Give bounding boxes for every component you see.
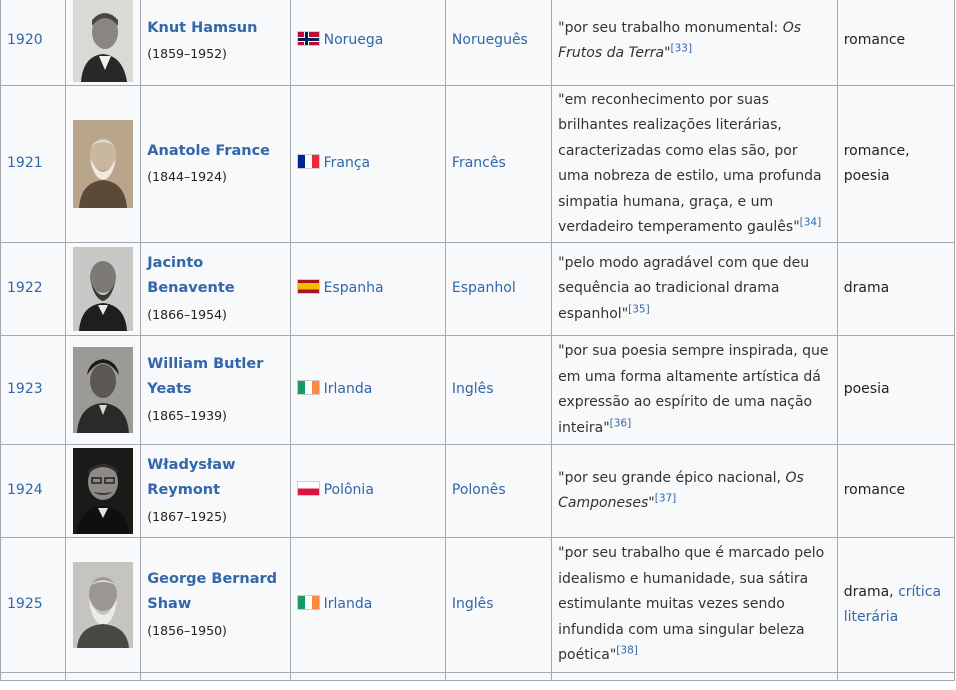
name-cell (141, 243, 290, 336)
language-cell (445, 336, 551, 445)
norway-flag-icon (297, 31, 320, 46)
lifespan-text: (1865–1939) (147, 407, 227, 423)
motive-cell (552, 0, 838, 86)
ireland-flag-icon (297, 380, 320, 395)
portrait-photo[interactable] (73, 562, 133, 648)
motive-text: "por seu grande épico nacional, (558, 469, 786, 486)
portrait-photo[interactable] (73, 448, 133, 534)
country-link[interactable]: Irlanda (323, 381, 373, 398)
reference-link[interactable]: [33] (670, 42, 693, 55)
name-cell (141, 445, 290, 538)
language-cell (445, 673, 551, 681)
genre-text: drama, (843, 583, 899, 600)
photo-cell (66, 86, 141, 243)
genre-text: poesia (843, 381, 890, 398)
country-link[interactable]: França (323, 155, 371, 172)
country-link[interactable]: Polônia (323, 482, 374, 499)
country-cell (290, 0, 445, 86)
motive-cell (552, 673, 838, 681)
photo-cell (66, 243, 141, 336)
laureate-name-link[interactable]: Knut Hamsun (147, 19, 258, 36)
language-link[interactable]: Inglês (451, 596, 494, 613)
photo-cell (66, 445, 141, 538)
country-cell (290, 538, 445, 673)
year-text: 1921 (7, 155, 43, 172)
genre-link[interactable]: crítica literária (843, 583, 942, 625)
lifespan-text: (1867–1925) (147, 508, 227, 524)
genre-cell (837, 0, 954, 86)
motive-cell (552, 243, 838, 336)
motive-text: "por sua poesia sempre inspirada, que em uma forma altamente artística dá expressão ao espírito de uma nação inteira" (558, 343, 829, 436)
motive-work-title: Os Camponeses (558, 469, 804, 511)
year-cell (1, 243, 66, 336)
ireland-flag-icon (297, 595, 320, 610)
table-row (1, 243, 955, 336)
portrait-photo[interactable] (73, 347, 133, 433)
lifespan-text: (1844–1924) (147, 169, 227, 184)
genre-text: romance (843, 482, 906, 499)
portrait-photo[interactable] (73, 247, 133, 331)
language-link[interactable]: Inglês (451, 381, 494, 398)
language-cell (445, 0, 551, 86)
motive-work-title: Os Frutos da Terra (558, 19, 802, 61)
reference-link[interactable]: [34] (799, 216, 822, 229)
motive-cell (552, 336, 838, 445)
motive-text: "por seu trabalho monumental: (558, 19, 783, 36)
table-row (1, 538, 955, 673)
table-row (1, 673, 955, 681)
laureate-name-link[interactable]: William Butler Yeats (147, 355, 264, 398)
table-row (1, 336, 955, 445)
genre-cell (837, 243, 954, 336)
year-cell (1, 673, 66, 681)
genre-text: drama (843, 280, 890, 297)
name-cell (141, 0, 290, 86)
country-link[interactable]: Noruega (323, 32, 384, 49)
motive-cell (552, 538, 838, 673)
photo-cell (66, 336, 141, 445)
motive-cell (552, 445, 838, 538)
france-flag-icon (297, 154, 320, 169)
portrait-photo[interactable] (73, 0, 133, 82)
photo-cell (66, 0, 141, 86)
motive-text: "em reconhecimento por suas brilhantes realizações literárias, caracterizadas como elas são, por uma nobreza de estilo, uma profunda simpatia humana, graça, e um verdadeiro temperamento gaulês" (558, 91, 822, 235)
year-text: 1924 (7, 482, 43, 499)
laureate-name-link[interactable]: George Bernard Shaw (147, 570, 278, 613)
country-cell (290, 243, 445, 336)
language-link[interactable]: Polonês (451, 482, 506, 499)
genre-cell (837, 538, 954, 673)
portrait-photo[interactable] (73, 120, 133, 208)
name-cell (141, 538, 290, 673)
lifespan-text: (1856–1950) (147, 622, 227, 638)
year-cell (1, 538, 66, 673)
year-cell (1, 0, 66, 86)
year-text: 1925 (7, 596, 43, 613)
year-text: 1923 (7, 381, 43, 398)
genre-cell (837, 336, 954, 445)
laureate-name-link[interactable]: Władysław Reymont (147, 456, 236, 499)
language-link[interactable]: Norueguês (451, 32, 528, 49)
table-row (1, 86, 955, 243)
genre-cell (837, 445, 954, 538)
motive-text-end: " (664, 45, 671, 61)
country-cell (290, 86, 445, 243)
genre-cell (837, 673, 954, 681)
motive-text: "pelo modo agradável com que deu sequência ao tradicional drama espanhol" (558, 254, 810, 322)
language-link[interactable]: Espanhol (451, 280, 516, 297)
language-cell (445, 538, 551, 673)
name-cell (141, 336, 290, 445)
name-cell (141, 86, 290, 243)
genre-text: romance (843, 32, 906, 49)
country-cell (290, 673, 445, 681)
lifespan-text: (1859–1952) (147, 46, 227, 61)
reference-link[interactable]: [36] (609, 416, 632, 429)
motive-text-end: " (648, 495, 655, 511)
spain-flag-icon (297, 279, 320, 294)
photo-cell (66, 538, 141, 673)
year-text: 1920 (7, 32, 43, 49)
laureate-name-link[interactable]: Anatole France (147, 142, 271, 159)
reference-link[interactable]: [35] (628, 303, 650, 316)
year-text: 1922 (7, 280, 43, 297)
table-row (1, 0, 955, 86)
motive-text: "por seu trabalho que é marcado pelo idealismo e humanidade, sua sátira estimulante muitas vezes sendo infundida com uma singular beleza poética" (558, 545, 825, 664)
poland-flag-icon (297, 481, 320, 496)
genre-cell (837, 86, 954, 243)
year-cell (1, 86, 66, 243)
language-cell (445, 86, 551, 243)
lifespan-text: (1866–1954) (147, 306, 227, 322)
country-cell (290, 336, 445, 445)
country-link[interactable]: Espanha (323, 280, 384, 297)
language-cell (445, 243, 551, 336)
genre-text: romance, poesia (843, 142, 910, 184)
reference-link[interactable]: [38] (616, 644, 638, 657)
language-cell (445, 445, 551, 538)
year-cell (1, 336, 66, 445)
year-cell (1, 445, 66, 538)
country-link[interactable]: Irlanda (323, 596, 373, 613)
photo-cell (66, 673, 141, 681)
reference-link[interactable]: [37] (654, 492, 677, 505)
language-link[interactable]: Francês (451, 155, 506, 172)
country-cell (290, 445, 445, 538)
motive-cell (552, 86, 838, 243)
name-cell (141, 673, 290, 681)
table-row (1, 445, 955, 538)
laureate-name-link[interactable]: Jacinto Benavente (147, 254, 235, 297)
